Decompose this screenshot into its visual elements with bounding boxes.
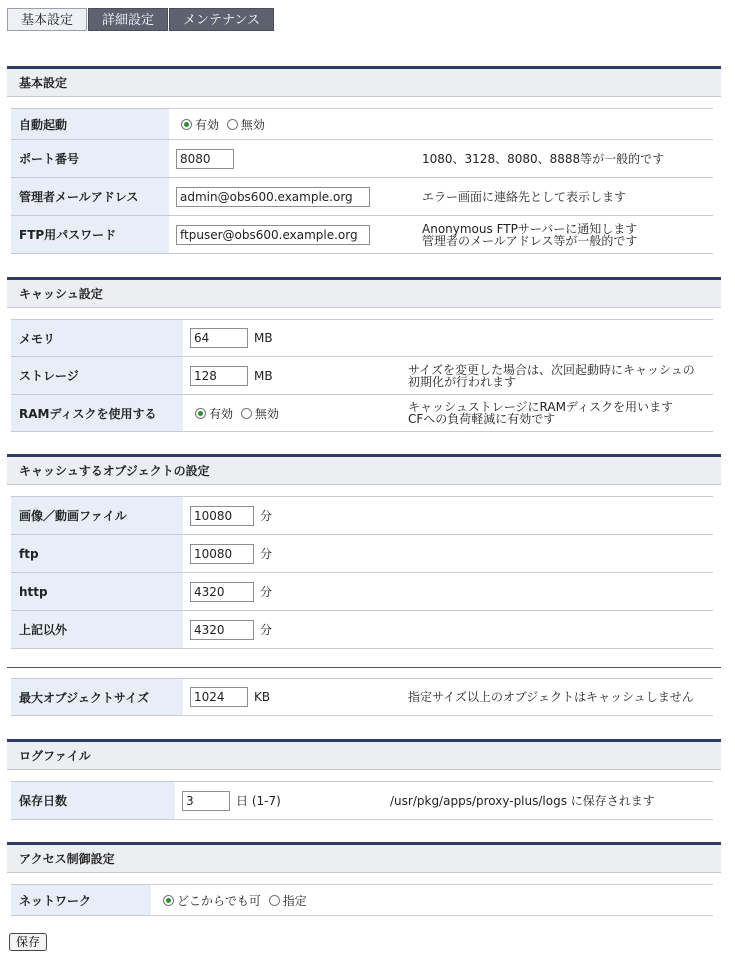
- max-size-unit: KB: [254, 690, 271, 704]
- autostart-on-radio[interactable]: [181, 119, 192, 130]
- network-label: ネットワーク: [11, 885, 151, 916]
- network-any-radio[interactable]: [163, 895, 174, 906]
- admin-mail-input[interactable]: admin@obs600.example.org: [176, 187, 370, 207]
- row-autostart: [11, 109, 713, 140]
- network-any-label: どこからでも可: [177, 893, 261, 908]
- section-title-access: アクセス制御設定: [7, 842, 721, 873]
- section-log: [7, 739, 721, 770]
- section-access: [7, 842, 721, 873]
- row-storage: [11, 357, 713, 395]
- media-unit: 分: [260, 509, 273, 523]
- section-title-cache: キャッシュ設定: [7, 277, 721, 308]
- other-label: 上記以外: [11, 611, 183, 649]
- storage-input[interactable]: 128: [190, 366, 248, 386]
- ftp-unit: 分: [260, 547, 273, 561]
- row-log-days: [11, 782, 713, 820]
- memory-unit: MB: [254, 331, 273, 345]
- ramdisk-off-radio[interactable]: [241, 408, 252, 419]
- row-max-size: [11, 679, 713, 716]
- ramdisk-on-radio[interactable]: [195, 408, 206, 419]
- ftp-label: ftp: [11, 535, 183, 573]
- network-specify-label: 指定: [282, 893, 307, 908]
- objects-settings-table: [11, 496, 713, 649]
- log-days-note: /usr/pkg/apps/proxy-plus/logs に保存されます: [390, 782, 713, 820]
- port-note: 1080、3128、8080、8888等が一般的です: [416, 140, 713, 178]
- ftp-input[interactable]: 10080: [190, 544, 254, 564]
- network-specify-radio[interactable]: [269, 895, 280, 906]
- section-title-objects: キャッシュするオブジェクトの設定: [7, 454, 721, 485]
- storage-unit: MB: [254, 368, 273, 383]
- ftp-password-note-line2: 管理者のメールアドレス等が一般的です: [422, 233, 638, 248]
- row-ftp-password: [11, 216, 713, 254]
- row-http: [11, 573, 713, 611]
- row-admin-mail: [11, 178, 713, 216]
- access-settings-table: [11, 884, 713, 916]
- save-button[interactable]: 保存: [9, 933, 47, 951]
- storage-note-line2: 初期化が行われます: [408, 374, 517, 389]
- log-days-unit: 日 (1-7): [236, 794, 281, 808]
- log-settings-table: [11, 781, 713, 820]
- section-cache: [7, 277, 721, 308]
- other-input[interactable]: 4320: [190, 620, 254, 640]
- log-days-label: 保存日数: [11, 782, 175, 820]
- admin-mail-note: エラー画面に連絡先として表示します: [416, 178, 713, 216]
- row-media: [11, 497, 713, 535]
- memory-label: メモリ: [11, 320, 183, 357]
- tab-maintenance[interactable]: メンテナンス: [169, 8, 274, 31]
- ramdisk-off-label: 無効: [254, 406, 279, 421]
- admin-mail-label: 管理者メールアドレス: [11, 178, 169, 216]
- row-ftp: [11, 535, 713, 573]
- row-other: [11, 611, 713, 649]
- autostart-on-label: 有効: [195, 117, 220, 132]
- http-input[interactable]: 4320: [190, 582, 254, 602]
- ftp-password-label: FTP用パスワード: [11, 216, 169, 254]
- autostart-off-radio[interactable]: [227, 119, 238, 130]
- ramdisk-label: RAMディスクを使用する: [11, 395, 183, 432]
- autostart-off-label: 無効: [240, 117, 265, 132]
- memory-input[interactable]: 64: [190, 328, 248, 348]
- port-label: ポート番号: [11, 140, 169, 178]
- row-network: [11, 885, 713, 916]
- autostart-label: 自動起動: [11, 109, 169, 140]
- section-title-log: ログファイル: [7, 739, 721, 770]
- max-size-table: [11, 678, 713, 716]
- port-input[interactable]: 8080: [176, 149, 234, 169]
- row-ramdisk: [11, 395, 713, 432]
- row-memory: [11, 320, 713, 357]
- ftp-password-note-line1: Anonymous FTPサーバーに通知します: [422, 221, 638, 236]
- section-basic: [7, 66, 721, 97]
- max-size-label: 最大オブジェクトサイズ: [11, 679, 183, 716]
- ftp-password-input[interactable]: ftpuser@obs600.example.org: [176, 225, 370, 245]
- basic-settings-table: [11, 108, 713, 254]
- other-unit: 分: [260, 623, 273, 637]
- media-label: 画像／動画ファイル: [11, 497, 183, 535]
- tab-bar: [7, 8, 275, 31]
- ramdisk-on-label: 有効: [209, 406, 234, 421]
- http-unit: 分: [260, 585, 273, 599]
- tab-basic-settings[interactable]: 基本設定: [7, 8, 87, 31]
- log-days-input[interactable]: 3: [182, 791, 230, 811]
- section-divider: [7, 667, 721, 668]
- row-port: [11, 140, 713, 178]
- ramdisk-note-line1: キャッシュストレージにRAMディスクを用います: [408, 400, 673, 414]
- media-input[interactable]: 10080: [190, 506, 254, 526]
- max-size-input[interactable]: 1024: [190, 687, 248, 707]
- max-size-note: 指定サイズ以上のオブジェクトはキャッシュしません: [402, 679, 713, 716]
- section-objects: [7, 454, 721, 485]
- section-title-basic: 基本設定: [7, 66, 721, 97]
- storage-label: ストレージ: [11, 357, 183, 395]
- tab-advanced-settings[interactable]: 詳細設定: [88, 8, 168, 31]
- cache-settings-table: [11, 319, 713, 432]
- storage-note-line1: サイズを変更した場合は、次回起動時にキャッシュの: [408, 362, 695, 377]
- http-label: http: [11, 573, 183, 611]
- ramdisk-note-line2: CFへの負荷軽減に有効です: [408, 412, 556, 426]
